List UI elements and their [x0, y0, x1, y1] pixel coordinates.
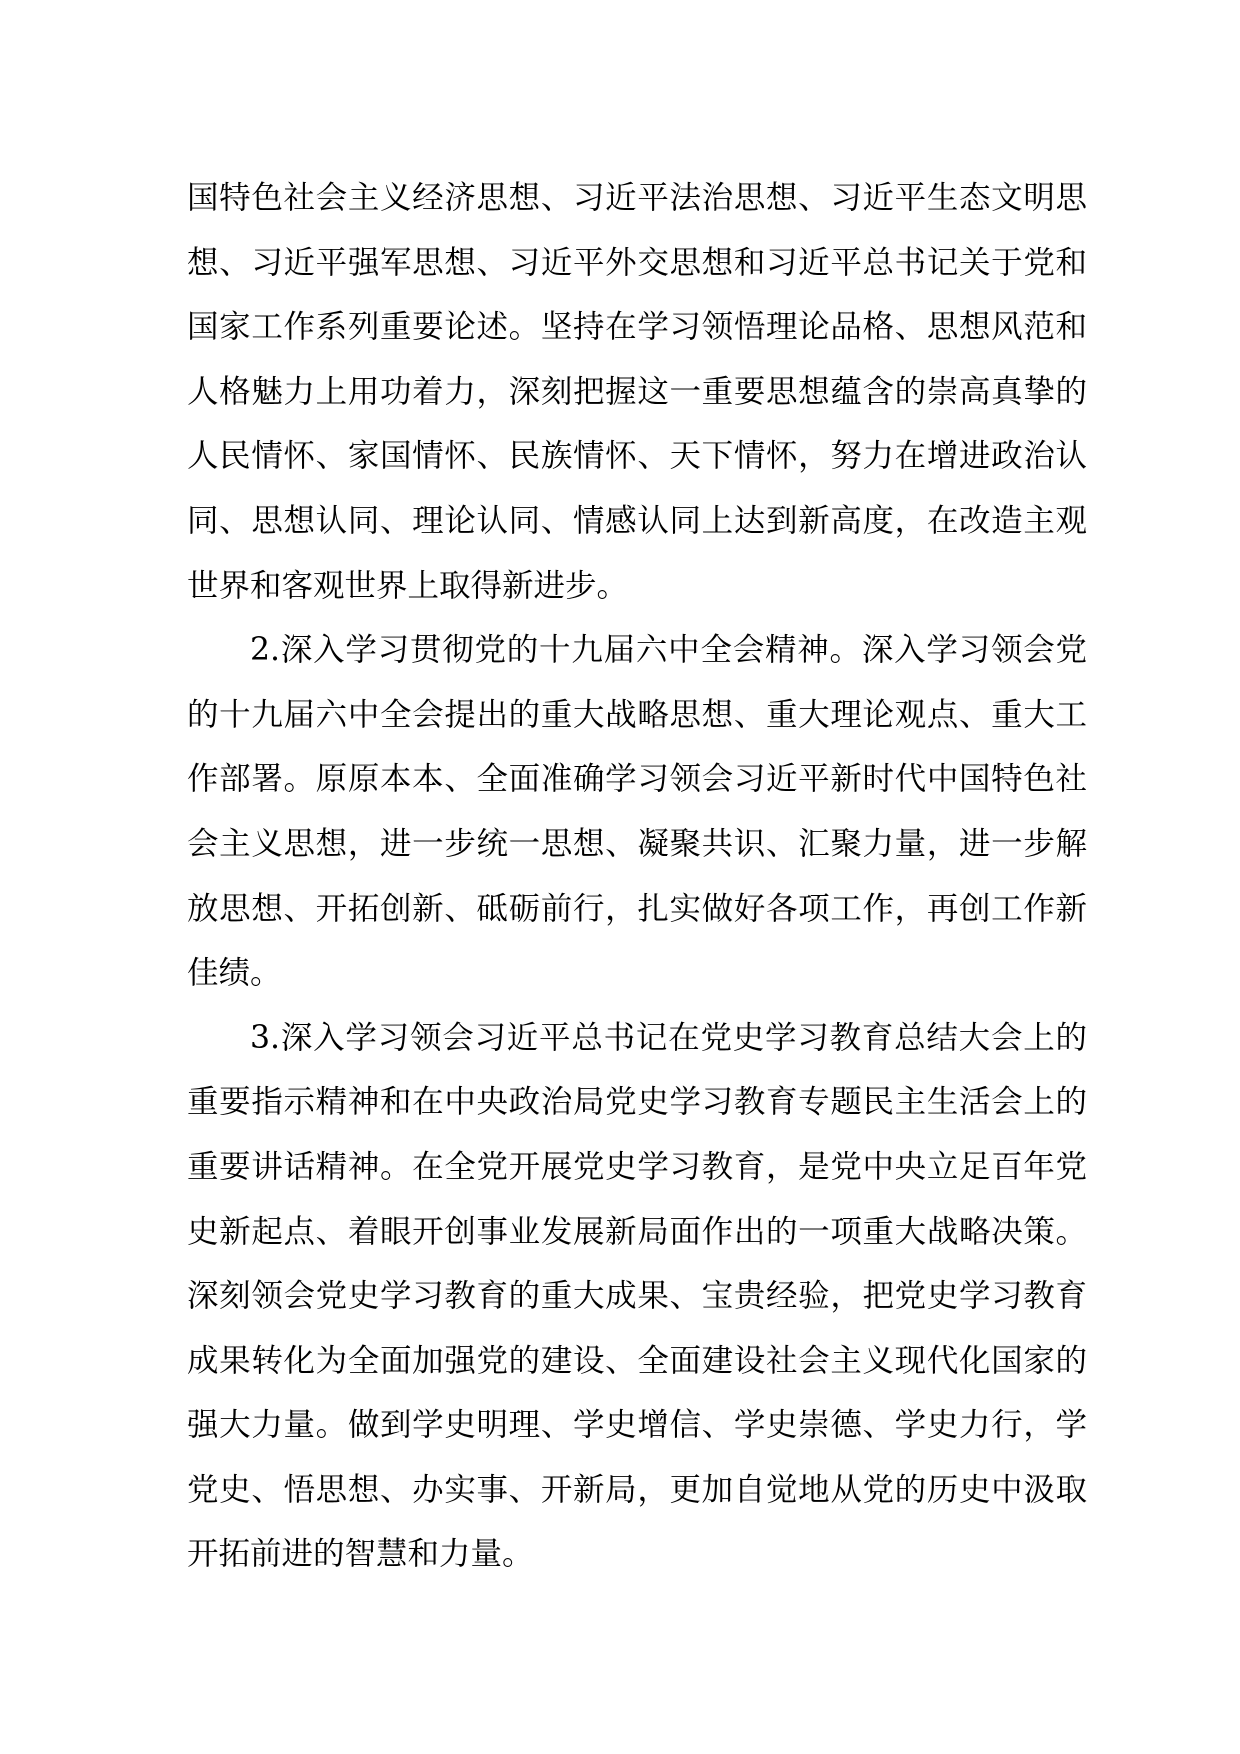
- paragraph-item-2-sixth-plenary: 2.深入学习贯彻党的十九届六中全会精神。深入学习领会党的十九届六中全会提出的重大战略思想、重大理论观点、重大工作部署。原原本本、全面准确学习领会习近平新时代中国特色社会主义思想，进一步统一思想、凝聚共识、汇聚力量，进一步解放思想、开拓创新、砥砺前行，扎实做好各项工作，再创工作新佳绩。: [187, 632, 1087, 992]
- document-body: [187, 166, 1087, 1587]
- paragraph-item-3-party-history: 3.深入学习领会习近平总书记在党史学习教育总结大会上的重要指示精神和在中央政治局党史学习教育专题民主生活会上的重要讲话精神。在全党开展党史学习教育，是党中央立足百年党史新起点、着眼开创事业发展新局面作出的一项重大战略决策。深刻领会党史学习教育的重大成果、宝贵经验，把党史学习教育成果转化为全面加强党的建设、全面建设社会主义现代化国家的强大力量。做到学史明理、学史增信、学史崇德、学史力行，学党史、悟思想、办实事、开新局，更加自觉地从党的历史中汲取开拓前进的智慧和力量。: [187, 1019, 1087, 1573]
- paragraph-continued-ideology: 国特色社会主义经济思想、习近平法治思想、习近平生态文明思想、习近平强军思想、习近平外交思想和习近平总书记关于党和国家工作系列重要论述。坚持在学习领悟理论品格、思想风范和人格魅力上用功着力，深刻把握这一重要思想蕴含的崇高真挚的人民情怀、家国情怀、民族情怀、天下情怀，努力在增进政治认同、思想认同、理论认同、情感认同上达到新高度，在改造主观世界和客观世界上取得新进步。: [187, 180, 1087, 604]
